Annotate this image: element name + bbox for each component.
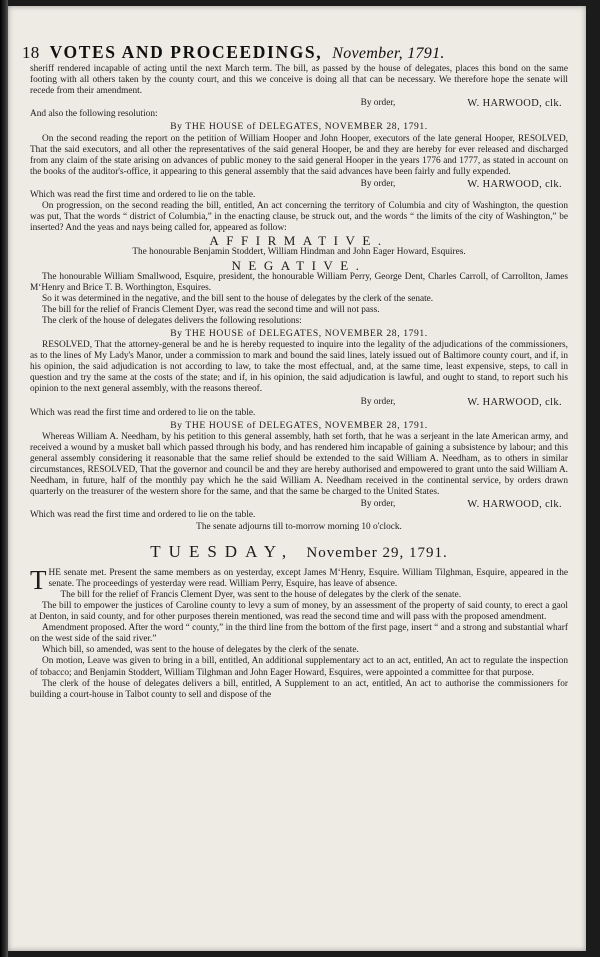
negative-names: The honourable William Smallwood, Esquire, president, the honourable William Perry, George Dent, Charles Carroll, of Carrollton, James M‘Henry and Brice T. B. Worthington, Esquires. xyxy=(30,271,568,293)
running-date: November, 1791. xyxy=(332,45,445,62)
paragraph: sheriff rendered incapable of acting until the next March term. The bill, as passed by the house of delegates, places this bond on the same footing with all others taken by the county court, and this we conceive is doing all that can be necessary. We therefore hope the senate will recede from their amendment. xyxy=(30,64,568,97)
by-order: By order, xyxy=(360,98,396,109)
paragraph: Which was read the first time and ordered to lie on the table. xyxy=(30,190,256,201)
paragraph: RESOLVED, That the attorney-general be and he is hereby requested to inquire into the legality of the adjudications of the commissioners, as to the lines of My Lady's Manor, under a commission to mark and bound the said lines, lately issued out of Baltimore county court, and if, in his opinion, the said adjudication is not according to law, to take the most effectual, and, at the same time, least expensive, steps, to call in question and try the same at the costs of the state; and if, in his opinion, the said adjudication is lawful, and ought to stand, to report such his opinion to the next general assembly, with the reasons thereof. xyxy=(30,340,568,395)
negative-heading: NEGATIVE. xyxy=(231,257,367,273)
signature-block xyxy=(30,397,568,408)
paragraph: The bill for the relief of Francis Clement Dyer, was read the second time and will not pass. xyxy=(42,304,380,315)
paragraph: Which was read the first time and ordered to lie on the table. xyxy=(30,407,256,418)
page-number: 18 xyxy=(22,43,40,62)
paragraph: Amendment proposed. After the word “ county,” in the third line from the bottom of the first page, insert “ and a strong and substantial wharf on the west side of the said river.” xyxy=(30,623,568,645)
paragraph: On progression, on the second reading the bill, entitled, An act concerning the territory of Columbia and city of Washington, the question was put, That the words “ district of Columbia,” in the enacting clause, be struck out, and the words “ the limits of the city of Washington,” be inserted? And the yeas and nays being called for, appeared as follow: xyxy=(30,201,568,234)
drop-cap: T xyxy=(30,564,47,595)
day-heading xyxy=(30,542,568,563)
paragraph: The clerk of the house of delegates delivers a bill, entitled, A Supplement to an act, entitled, An act to authorise the commissioners for building a court-house in Talbot county to sell and dispose of the xyxy=(30,678,568,700)
by-order: By order, xyxy=(360,178,396,189)
signature-block xyxy=(30,179,568,190)
affirmative-names: The honourable Benjamin Stoddert, William Hindman and John Eager Howard, Esquires. xyxy=(132,247,466,258)
by-order: By order, xyxy=(360,396,396,407)
paragraph: Whereas William A. Needham, by his petition to this general assembly, hath set forth, that he was a serjeant in the late American army, and received a wound by a musket ball which passed through his body, and has rendered him incapable of gaining a subsistence by labour; and this general assembly considering it reasonable that the same relief should be extended to the said William A. Needham, as to others in similar circumstances, RESOLVED, That the governor and council be and they are hereby authorised and empowered to grant unto the said William A. Needham, in future, half of the monthly pay which he the said William A. Needham received in the continental service, by orders drawn quarterly on the treasurer of the western shore for the same, and that the same be charged to the United States. xyxy=(30,431,568,498)
paragraph: The clerk of the house of delegates delivers the following resolutions: xyxy=(42,315,302,326)
page-header xyxy=(22,42,574,63)
affirmative-heading: AFFIRMATIVE. xyxy=(209,233,389,249)
day-name: TUESDAY, xyxy=(150,541,295,561)
signature-block xyxy=(30,98,568,109)
book-spine-shadow xyxy=(0,0,8,957)
adjournment-note: The senate adjourns till to-morrow morning 10 o'clock. xyxy=(196,521,402,532)
signature-block xyxy=(30,499,568,510)
paragraph: On the second reading the report on the petition of William Hooper and John Hooper, executors of the late general Hooper, RESOLVED, That the said executors, and all other the representatives of the said general Hooper, be and they are hereby for ever released and discharged from any claim of the state arising on advances of public money to the said general Hooper in the years 1776 and 1777, as stated in account on the books of the auditor's-office, it appearing to this general assembly that the said advances have been fairly and fully expended. xyxy=(30,133,568,177)
paragraph: Which was read the first time and ordered to lie on the table. xyxy=(30,510,256,521)
paragraph: On motion, Leave was given to bring in a bill, entitled, An additional supplementary act to an act, entitled, An act to regulate the inspection of tobacco; and Benjamin Stoddert, William Tilghman and John Eager Howard, Esquires, were appointed a committee for that purpose. xyxy=(30,656,568,678)
paragraph: The bill for the relief of Francis Clement Dyer, was sent to the house of delegates by the clerk of the senate. xyxy=(60,589,462,600)
by-order: By order, xyxy=(360,499,396,510)
paragraph-text: HE senate met. Present the same members as on yesterday, except James M‘Henry, Esquire. William Tilghman, Esquire, appeared in the senate. The proceedings of yesterday were read. William Perry, Esquire, has leave of absence. xyxy=(48,567,568,589)
clerk-signature: W. HARWOOD, clk. xyxy=(467,396,562,408)
clerk-signature: W. HARWOOD, clk. xyxy=(467,499,562,511)
day-date: November 29, 1791. xyxy=(306,544,448,561)
scanned-page xyxy=(8,6,586,951)
resolution-heading: By THE HOUSE of DELEGATES, NOVEMBER 28, 1791. xyxy=(170,419,428,431)
clerk-signature: W. HARWOOD, clk. xyxy=(467,98,562,110)
resolution-heading: By THE HOUSE of DELEGATES, NOVEMBER 28, 1791. xyxy=(170,327,428,339)
page-body xyxy=(30,64,568,701)
paragraph: And also the following resolution: xyxy=(30,109,158,120)
paragraph: The bill to empower the justices of Caroline county to levy a sum of money, by an assessment of the property of said county, to erect a gaol at Denton, in said county, and for other purposes therein mentioned, was read the second time and will pass with the proposed amendment. xyxy=(30,600,568,623)
resolution-heading: By THE HOUSE of DELEGATES, NOVEMBER 28, 1791. xyxy=(170,121,428,133)
paragraph: So it was determined in the negative, and the bill sent to the house of delegates by the clerk of the senate. xyxy=(42,293,434,304)
clerk-signature: W. HARWOOD, clk. xyxy=(467,178,562,190)
running-title: VOTES AND PROCEEDINGS, xyxy=(49,42,323,62)
paragraph: Which bill, so amended, was sent to the house of delegates by the clerk of the senate. xyxy=(42,645,359,656)
